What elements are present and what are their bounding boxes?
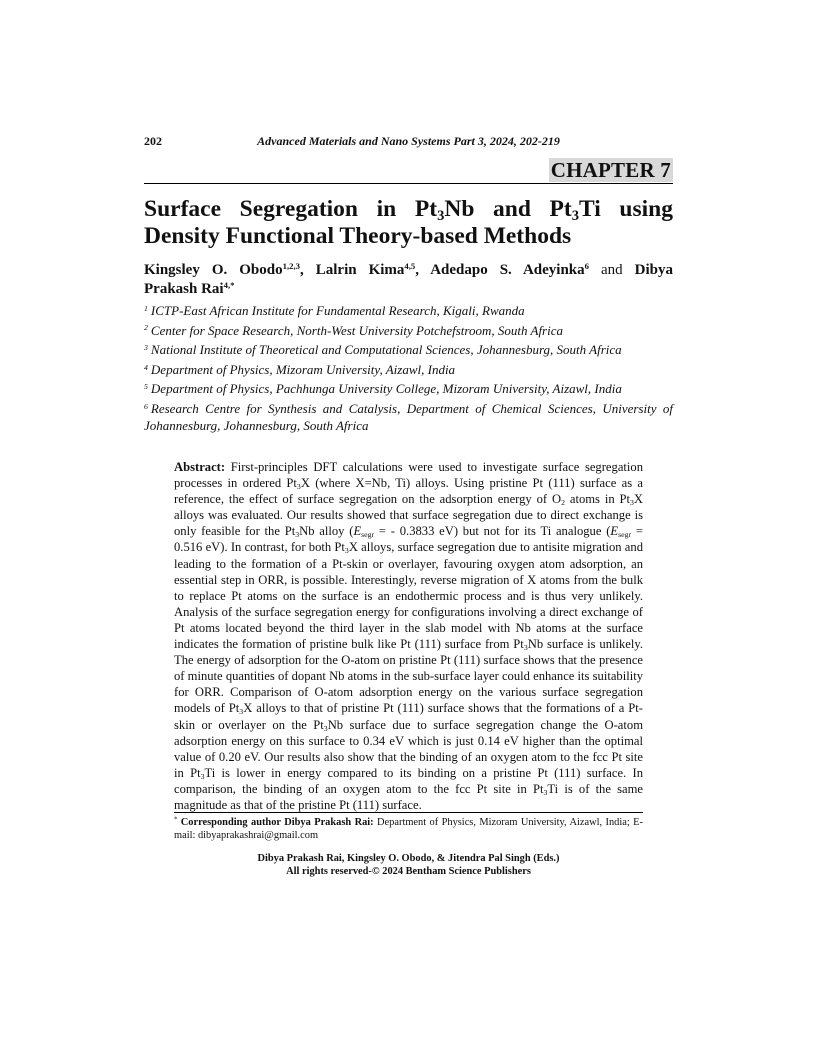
affiliation-text: Department of Physics, Mizoram University, Aizawl, India	[150, 361, 456, 377]
author-conjunction: and	[601, 262, 623, 278]
author-affil-mark: 6	[584, 260, 589, 271]
footnote-text: Department of Physics, Mizoram University, Aizawl, India; E-mail: dibyaprakashrai@gmail.com	[174, 817, 643, 841]
subscript: 3	[523, 642, 528, 652]
abstract-text: X (where X=Nb, Ti) alloys. Using pristine Pt (111) surface as a reference, the effect of surface segregation on the adsorption energy of O	[174, 476, 643, 507]
title-line-1	[144, 196, 673, 223]
subscript: 2	[561, 498, 565, 508]
abstract-text: Nb surface is unlikely. The energy of adsorption for the O-atom on pristine Pt (111) surface shows that the presence of minute quantities of dopant Nb atoms in the sub-surface layer could enhance its suitability for ORR. Comparison of O-atom adsorption energy on the various surface segregation models of Pt	[174, 637, 643, 716]
chapter-label: CHAPTER 7	[550, 158, 671, 182]
subscript: 3	[200, 771, 205, 781]
affiliation-text: National Institute of Theoretical and Computational Sciences, Johannesburg, South Africa	[150, 342, 622, 358]
author-name-last: Prakash Rai	[144, 281, 224, 297]
segregation-energy-symbol: $E_{segr}$	[353, 524, 375, 540]
affiliation-item	[144, 322, 673, 339]
paper-title	[144, 196, 673, 250]
authors-line-2	[144, 281, 234, 297]
abstract-text: Nb alloy (	[299, 524, 354, 539]
affiliation-number: 2	[144, 323, 148, 333]
publisher-info	[144, 852, 673, 878]
title-subscript: 3	[437, 208, 445, 225]
footnote-mark: *	[174, 816, 178, 824]
affiliation-text: Research Centre for Synthesis and Catalysis, Department of Chemical Sciences, University of Johannesburg, Johannesburg, South Africa	[144, 400, 673, 433]
title-part: Nb and Pt	[444, 196, 572, 222]
subscript: 3	[323, 723, 328, 733]
author-affil-mark: 4,*	[223, 279, 235, 290]
subscript: 3	[296, 482, 301, 492]
subscript: 3	[630, 498, 634, 508]
abstract-text: First-principles DFT calculations were used to investigate surface segregation processes in ordered Pt	[174, 460, 643, 491]
abstract-text: Ti is lower in energy compared to its binding on a pristine Pt (111) surface. In comparison, the binding of an oxygen atom to the fcc Pt site in Pt	[174, 765, 643, 796]
affiliation-item	[144, 341, 673, 358]
editors-line: Dibya Prakash Rai, Kingsley O. Obodo, & Jitendra Pal Singh (Eds.)	[257, 853, 560, 864]
author-list	[144, 261, 673, 299]
affiliation-text: Center for Space Research, North-West University Potchefstroom, South Africa	[150, 322, 563, 338]
abstract	[174, 459, 643, 813]
affiliation-item	[144, 361, 673, 378]
rights-line: All rights reserved-© 2024 Bentham Science Publishers	[286, 866, 531, 877]
affiliation-number: 6	[144, 401, 148, 411]
title-part: Ti using	[579, 196, 673, 222]
corresponding-author-footnote	[174, 812, 643, 842]
running-header	[144, 134, 673, 150]
title-part: Surface Segregation in Pt	[144, 196, 438, 222]
affiliation-item	[144, 400, 673, 434]
segregation-energy-symbol: $E_{segr}$	[610, 524, 632, 540]
abstract-text: X alloys to that of pristine Pt (111) surface shows that the formations of a Pt-skin or overlayer on the Pt	[174, 701, 644, 732]
title-subscript: 3	[571, 208, 580, 225]
subscript: 3	[344, 546, 349, 556]
abstract-label: Abstract:	[174, 460, 226, 474]
author-name-first: Dibya	[634, 262, 674, 278]
journal-citation	[144, 134, 673, 149]
affiliation-item	[144, 380, 673, 397]
authors-line-1: Kingsley O. Obodo$^{1,2,3}$, Lalrin Kima$^{4,5}$, Adedapo S. Adeyinka$^6$ and Dibya	[144, 260, 674, 278]
abstract-text: = - 0.3833 eV) but not for its Ti analogue (	[374, 524, 611, 539]
abstract-text: Nb surface due to surface segregation change the O-atom adsorption energy on this surface to 0.34 eV which is just 0.14 eV higher than the optimal value of 0.20 eV. Our results also show that the binding of an oxygen atom to the fcc Pt site in Pt	[174, 717, 643, 780]
abstract-text: = 0.516 eV). In contrast, for both Pt	[174, 524, 643, 555]
subscript: 3	[295, 530, 300, 540]
affiliation-number: 1	[144, 303, 148, 313]
page-number: 202	[144, 134, 162, 148]
journal-title: Advanced Materials and Nano Systems Part 3	[257, 134, 484, 148]
affiliation-item	[144, 302, 673, 319]
author-affil-mark: 4,5	[404, 260, 416, 271]
affiliation-text: ICTP-East African Institute for Fundamental Research, Kigali, Rwanda	[150, 303, 525, 318]
abstract-text: X alloys was evaluated. Our results showed that surface segregation due to direct exchange is only feasible for the Pt	[174, 492, 644, 539]
author-affil-mark: 1,2,3	[282, 260, 300, 271]
affiliation-number: 3	[144, 342, 148, 352]
affiliation-list	[144, 302, 673, 437]
affiliation-text: Department of Physics, Pachhunga University College, Mizoram University, Aizawl, India	[150, 381, 622, 397]
affiliation-number: 5	[144, 382, 148, 392]
footnote-label: Corresponding author Dibya Prakash Rai:	[180, 817, 374, 828]
subscript: 3	[239, 707, 244, 717]
author-name: Kingsley O. Obodo	[144, 262, 283, 278]
title-line-2: Density Functional Theory-based Methods	[144, 223, 572, 249]
affiliation-number: 4	[144, 362, 148, 372]
subscript: 3	[543, 787, 548, 797]
abstract-text: X alloys, surface segregation due to antisite migration and leading to the formation of a Pt-skin or overlayer, favouring oxygen atom adsorption, an essential step in ORR, is possible. Interestingly, reverse migration of X atoms from the bulk to replace Pt atoms on the surface is an endothermic process and is thus very unlikely. Analysis of the surface segregation energy for configurations involving a direct exchange of Pt atoms located beyond the third layer in the slab model with Nb atoms at the surface indicates the formation of pristine bulk like Pt (111) surface from Pt	[174, 540, 643, 652]
chapter-bar	[144, 158, 673, 184]
abstract-text: Ti is of the same magnitude as that of the pristine Pt (111) surface.	[174, 781, 643, 812]
author-name: Adedapo S. Adeyinka	[430, 262, 585, 278]
journal-year-pages: , 2024, 202-219	[483, 134, 560, 148]
abstract-text: atoms in Pt	[564, 492, 630, 507]
author-name: Lalrin Kima	[315, 262, 405, 278]
